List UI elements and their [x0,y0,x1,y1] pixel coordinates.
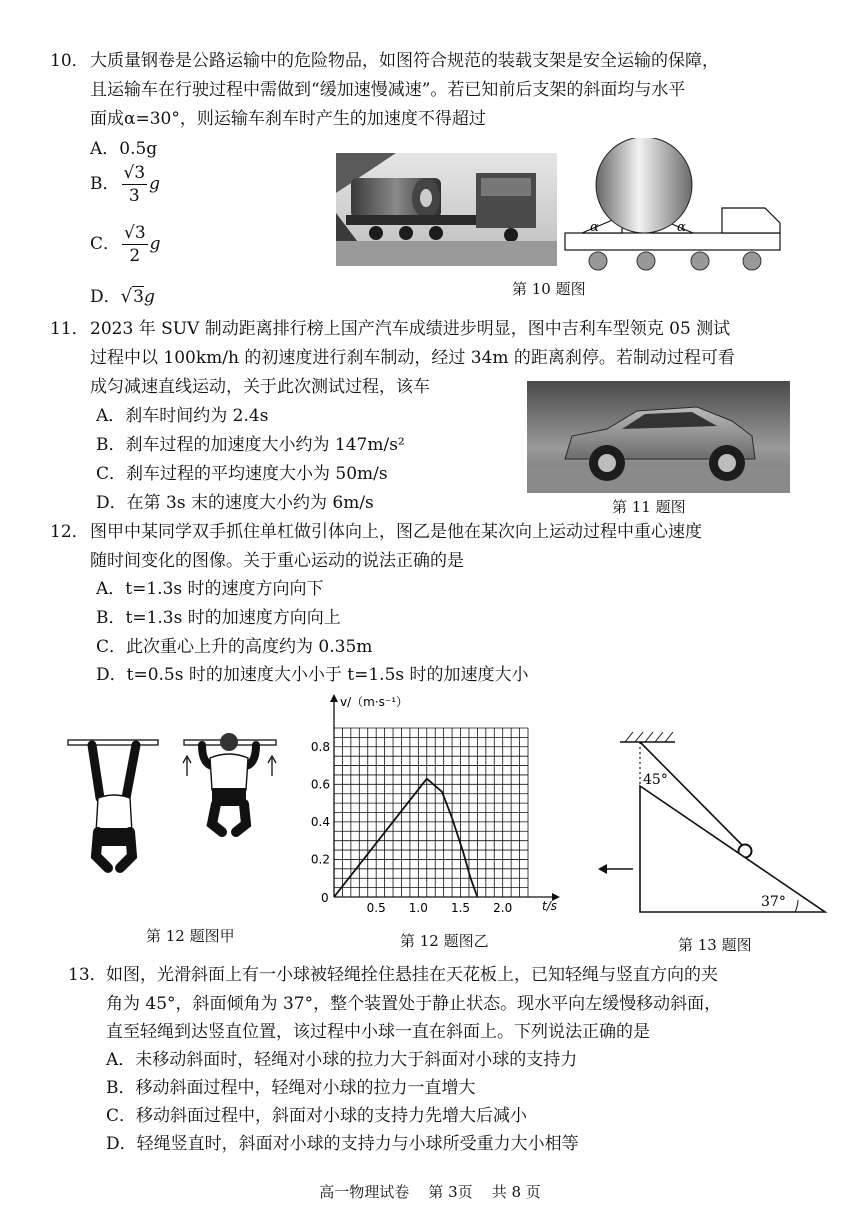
q11-option-b: B．刹车过程的加速度大小约为 147m/s² [96,435,405,455]
page-footer [0,1181,860,1202]
q12-option-c: C．此次重心上升的高度约为 0.35m [96,637,373,657]
q13-option-c: C．移动斜面过程中，斜面对小球的支持力先增大后减小 [106,1106,528,1126]
q11-option-c: C．刹车过程的平均速度大小为 50m/s [96,464,388,484]
q13-option-b: B．移动斜面过程中，轻绳对小球的拉力一直增大 [106,1078,476,1098]
q10-option-c-g: g [149,234,161,254]
q10-option-c-numerator: √3 [124,223,146,243]
q10-truck-photo-svg [336,153,557,266]
q10-option-b-g: g [149,174,161,194]
y-tick-label: 0.8 [310,739,330,754]
chart-origin-label: 0 [321,891,329,905]
q12-vt-chart [300,690,570,925]
q10-alpha-right: α [677,220,686,235]
q13-stem-line-3: 直至轻绳到达竖直位置，该过程中小球一直在斜面上。下列说法正确的是 [106,1022,650,1042]
q11-option-d: D．在第 3s 末的速度大小约为 6m/s [96,493,374,513]
q13-option-d: D．轻绳竖直时，斜面对小球的支持力与小球所受重力大小相等 [106,1134,579,1154]
q10-option-b-fraction [122,162,148,207]
footer-page: 第 3页 [428,1183,473,1201]
q10-truck-photo [336,153,557,266]
chart-y-axis-label: v/（m·s⁻¹） [340,695,409,709]
q12-pullup-illustration [62,728,282,883]
q12-caption-jia: 第 12 题图甲 [146,927,235,945]
q10-option-d-label: D． [90,287,121,307]
q10-option-c-fraction [122,222,148,267]
x-tick-label: 1.5 [450,901,471,915]
q11-caption: 第 11 题图 [612,498,686,516]
q11-stem-line-3: 成匀减速直线运动，关于此次测试过程，该车 [90,377,430,397]
series-line [334,779,477,897]
q12-option-a: A．t=1.3s 时的速度方向向下 [96,579,324,599]
q12-stem-line-2: 随时间变化的图像。关于重心运动的说法正确的是 [90,551,464,571]
y-axis-arrow [330,694,338,702]
q12-vt-chart-svg [300,690,570,920]
q11-stem-line-1: 2023 年 SUV 制动距离排行榜上国产汽车成绩进步明显，图中吉利车型领克 05 测试 [90,319,731,339]
q10-option-a: A．0.5g [90,139,158,159]
chart-grid [334,728,528,897]
q13-option-a: A．未移动斜面时，轻绳对小球的拉力大于斜面对小球的支持力 [106,1050,578,1070]
y-tick-label: 0.6 [310,777,330,792]
q10-caption: 第 10 题图 [512,280,586,298]
q12-number: 12． [50,522,89,542]
chart-x-axis-label: t/s [542,899,557,913]
y-tick-label: 0.4 [310,814,330,829]
q11-option-a: A．刹车时间约为 2.4s [96,406,269,426]
q10-stem-line-3: 面成α=30°，则运输车刹车时产生的加速度不得超过 [90,109,486,129]
x-tick-label: 2.0 [493,901,513,915]
q12-stem-line-1: 图甲中某同学双手抓住单杠做引体向上，图乙是他在某次向上运动过程中重心速度 [90,522,702,542]
q11-car-photo [527,381,790,493]
q11-car-photo-svg [527,381,790,493]
q10-coil-diagram-svg [560,138,790,273]
q13-number: 13． [68,965,107,985]
q12-option-b: B．t=1.3s 时的加速度方向向上 [96,608,341,628]
q10-option-b-denominator: 3 [128,186,140,206]
chart-series [334,779,477,897]
q10-coil-diagram [560,138,790,278]
q12-pullup-svg [62,728,282,878]
q13-angle-rope: 45° [643,772,668,788]
q13-stem-line-1: 如图，光滑斜面上有一小球被轻绳拴住悬挂在天花板上，已知轻绳与竖直方向的夹 [106,965,718,985]
q10-option-d-radicand: 3 [133,287,144,307]
y-tick-label: 0.2 [310,852,330,867]
q10-option-b-numerator: √3 [123,163,146,183]
q13-angle-incline: 37° [761,894,786,910]
q10-option-b-label: B． [90,174,120,194]
x-tick-label: 0.5 [366,901,386,915]
q10-option-d-g: g [143,287,155,307]
q10-alpha-left: α [590,220,599,235]
q10-option-c-denominator: 2 [129,246,141,266]
q12-option-d: D．t=0.5s 时的加速度大小小于 t=1.5s 时的加速度大小 [96,665,529,685]
q13-caption: 第 13 题图 [678,936,752,954]
q11-number: 11． [50,319,89,339]
footer-total: 共 8 页 [491,1183,541,1201]
q10-option-b [90,162,160,207]
q13-incline-diagram [595,728,835,923]
q10-stem-line-2: 且运输车在行驶过程中需做到“缓加速慢减速”。若已知前后支架的斜面均与水平 [90,80,686,100]
q11-stem-line-2: 过程中以 100km/h 的初速度进行刹车制动，经过 34m 的距离刹停。若制动过程可看 [90,348,735,368]
q13-stem-line-2: 角为 45°，斜面倾角为 37°，整个装置处于静止状态。现水平向左缓慢移动斜面， [106,994,722,1014]
q10-stem-line-1: 大质量钢卷是公路运输中的危险物品，如图符合规范的装载支架是安全运输的保障， [90,51,719,71]
footer-subject: 高一物理试卷 [319,1183,410,1201]
q10-option-c-label: C． [90,234,121,254]
x-tick-label: 1.0 [408,901,428,915]
q10-option-c [90,222,161,267]
q10-number: 10． [50,51,89,71]
q13-incline-svg [595,728,835,918]
q10-option-d-radical: √3 [120,286,144,307]
q10-option-d [90,284,155,310]
q12-caption-yi: 第 12 题图乙 [400,932,489,950]
